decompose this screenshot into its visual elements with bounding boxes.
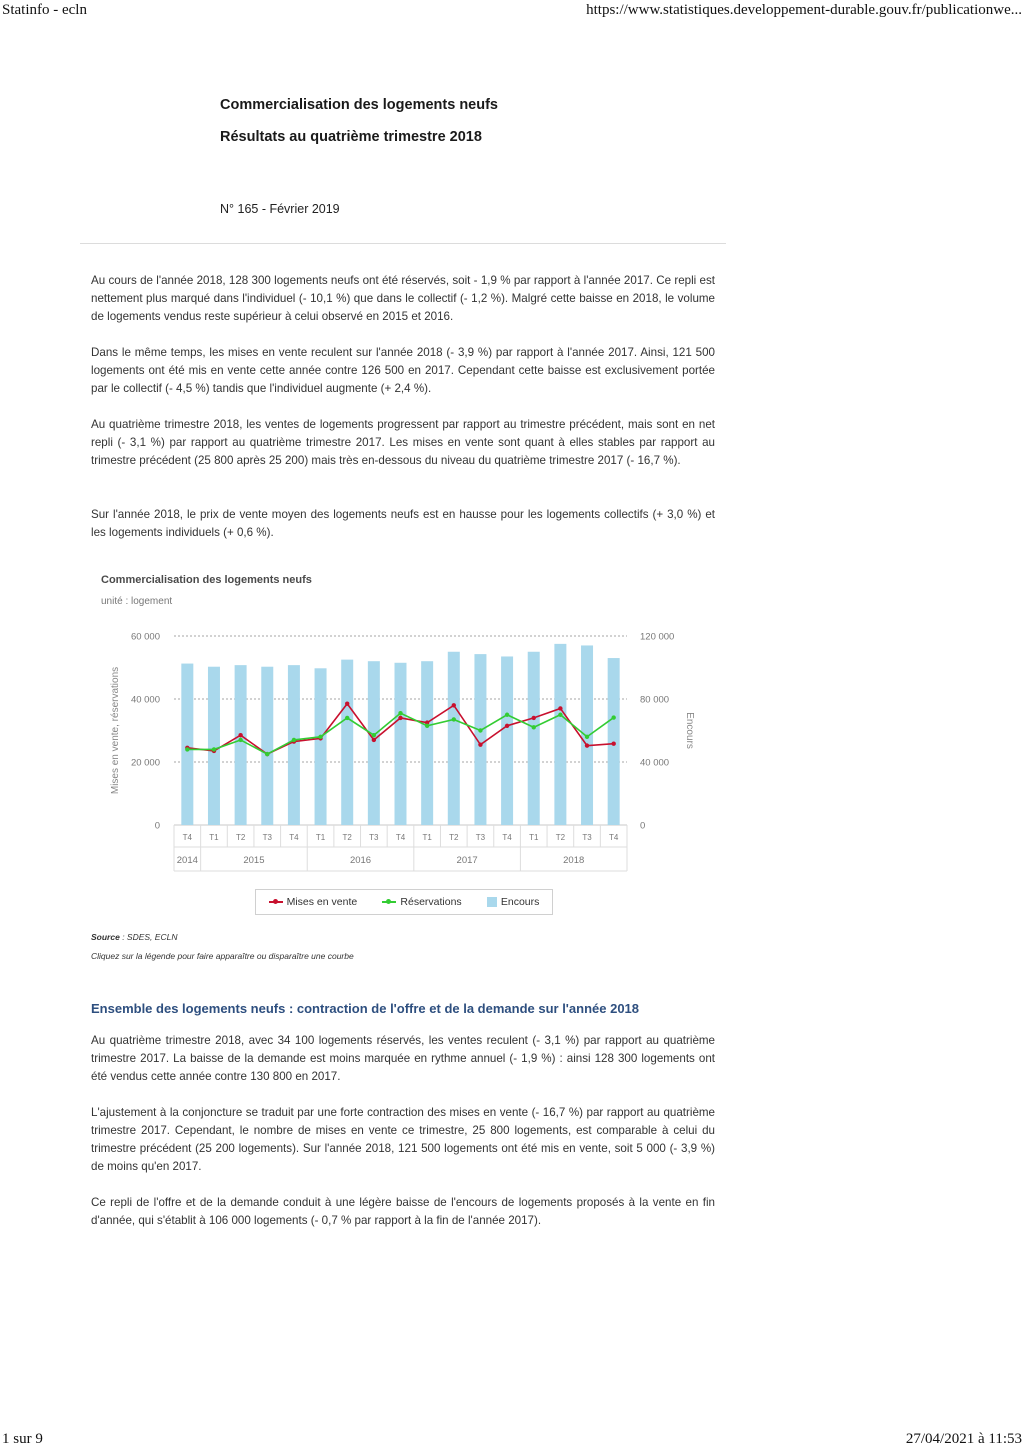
x-tick-label: T2 — [235, 833, 246, 842]
point-reservations — [532, 725, 536, 729]
year-label: 2017 — [456, 855, 478, 866]
paragraph: Au quatrième trimestre 2018, avec 34 100 logements réservés, les ventes reculent (- 3,1 %) par rapport au quatrième trimestre 2017. La baisse de la demande est moins marquée en rythme annuel (- 1,9 %) : ainsi 128 300 logements ont été vendus cette année contre 130 800 en 2017. — [91, 1034, 715, 1083]
x-tick-label: T1 — [529, 833, 539, 842]
bar-encours — [315, 668, 327, 825]
point-reservations — [425, 724, 429, 728]
x-tick-label: T4 — [289, 833, 299, 842]
y-tick-label: 60 000 — [130, 631, 160, 643]
x-tick-label: T2 — [555, 833, 566, 842]
point-mises-en-vente — [558, 706, 562, 710]
legend-item-encours[interactable] — [487, 896, 540, 908]
point-mises-en-vente — [452, 703, 456, 707]
y-tick-label: 40 000 — [130, 694, 160, 706]
bar-encours — [181, 664, 193, 825]
bar-encours — [261, 667, 273, 825]
point-mises-en-vente — [238, 733, 242, 737]
bar-swatch-icon — [487, 897, 497, 907]
point-reservations — [185, 747, 189, 751]
bar-encours — [368, 661, 380, 825]
point-reservations — [212, 747, 216, 751]
x-tick-label: T3 — [582, 833, 592, 842]
print-footer-date: 27/04/2021 à 11:53 — [905, 1431, 1022, 1447]
y2-tick-label: 0 — [640, 820, 646, 832]
point-reservations — [345, 716, 349, 720]
point-reservations — [238, 738, 242, 742]
x-tick-label: T4 — [502, 833, 512, 842]
x-tick-label: T1 — [209, 833, 219, 842]
source-text: : SDES, ECLN — [119, 932, 178, 942]
point-reservations — [318, 735, 322, 739]
legend-item-reservations[interactable] — [382, 896, 461, 908]
y2-tick-label: 80 000 — [640, 694, 670, 706]
bar-encours — [288, 665, 300, 825]
point-reservations — [372, 733, 376, 737]
chart-legend — [255, 889, 553, 915]
x-tick-label: T1 — [422, 833, 432, 842]
bar-encours — [608, 658, 620, 825]
x-tick-label: T3 — [369, 833, 379, 842]
bar-encours — [554, 644, 566, 825]
point-reservations — [478, 728, 482, 732]
green-line-marker-icon — [382, 901, 396, 903]
bar-encours — [421, 661, 433, 825]
bar-encours — [528, 652, 540, 825]
paragraph: Au cours de l'année 2018, 128 300 logements neufs ont été réservés, soit - 1,9 % par rapport à l'année 2017. Ce repli est nettement plus marqué dans l'individuel (- 10,1 %) que dans le collectif (- 1,2 %). Malgré cette baisse en 2018, le volume de logements vendus reste supérieur à celui observé en 2015 et 2016. — [91, 274, 715, 323]
y2-tick-label: 120 000 — [640, 631, 675, 643]
chart-source — [91, 932, 177, 942]
point-mises-en-vente — [478, 742, 482, 746]
legend-item-mises-en-vente[interactable] — [269, 896, 358, 908]
paragraph: L'ajustement à la conjoncture se traduit par une forte contraction des mises en vente (- 16,7 %) par rapport au quatrième trimestre 2017. Cependant, le nombre de mises en vente ce trimestre, 25 800 logements, est comparable à celui du trimestre précédent (25 200 logements). Sur l'année 2018, 121 500 logements ont été mis en vente, soit 5 000 (- 3,9 %) de moins qu'en 2017. — [91, 1106, 715, 1173]
x-tick-label: T4 — [182, 833, 192, 842]
y-axis-title: Mises en vente, réservations — [110, 666, 121, 795]
x-tick-label: T2 — [449, 833, 459, 842]
document-title-block — [220, 96, 498, 146]
point-reservations — [265, 752, 269, 756]
point-reservations — [611, 715, 615, 719]
y-tick-label: 20 000 — [130, 757, 160, 769]
x-tick-label: T4 — [395, 833, 406, 842]
bar-encours — [341, 660, 353, 825]
legend-label: Mises en vente — [286, 896, 358, 908]
point-mises-en-vente — [585, 743, 589, 747]
bar-encours — [235, 665, 247, 825]
chart-hint: Cliquez sur la légende pour faire apparaître ou disparaître une courbe — [91, 951, 354, 961]
document-title: Commercialisation des logements neufs — [220, 97, 498, 113]
y2-tick-label: 40 000 — [640, 757, 670, 769]
bar-encours — [501, 656, 513, 825]
paragraph: Dans le même temps, les mises en vente reculent sur l'année 2018 (- 3,9 %) par rapport à l'année 2017. Ainsi, 121 500 logements ont été mis en vente cette année contre 126 500 en 2017. Cependant cette baisse est exclusivement portée par le collectif (- 4,5 %) tandis que l'individuel augmente (+ 2,4 %). — [91, 346, 715, 395]
paragraph: Au quatrième trimestre 2018, les ventes de logements progressent par rapport au trimestre précédent, mais sont en net repli (- 3,1 %) par rapport au quatrième trimestre 2017. Les mises en vente sont quant à elles stables par rapport au trimestre précédent (25 800 après 25 200) mais très en-dessous du niveau du quatrième trimestre 2017 (- 16,7 %). — [91, 418, 715, 467]
red-line-marker-icon — [269, 901, 283, 903]
document-number: N° 165 - Février 2019 — [220, 202, 340, 216]
x-tick-label: T3 — [475, 833, 486, 842]
source-label: Source — [91, 932, 120, 942]
x-tick-label: T2 — [342, 833, 352, 842]
section-heading: Ensemble des logements neufs : contraction de l'offre et de la demande sur l'année 2018 — [91, 1001, 640, 1016]
point-mises-en-vente — [372, 738, 376, 742]
print-header-title: Statinfo - ecln — [2, 2, 87, 18]
print-header-url: https://www.statistiques.developpement-durable.gouv.fr/publicationwe... — [586, 2, 1022, 18]
point-mises-en-vente — [611, 742, 615, 746]
legend-label: Encours — [500, 896, 540, 908]
x-tick-label: T1 — [315, 833, 326, 842]
x-tick-label: T3 — [262, 833, 272, 842]
bar-encours — [448, 652, 460, 825]
y2-axis-title: Encours — [684, 712, 695, 749]
document-subtitle: Résultats au quatrième trimestre 2018 — [220, 129, 482, 145]
point-reservations — [398, 711, 402, 715]
year-label: 2014 — [176, 855, 198, 866]
point-mises-en-vente — [398, 716, 402, 720]
point-reservations — [585, 735, 589, 739]
year-label: 2015 — [243, 855, 265, 866]
print-footer-page: 1 sur 9 — [2, 1431, 43, 1447]
bar-encours — [395, 663, 407, 825]
separator — [80, 243, 726, 244]
chart — [95, 620, 715, 880]
paragraph: Sur l'année 2018, le prix de vente moyen des logements neufs est en hausse pour les logements collectifs (+ 3,0 %) et les logements individuels (+ 0,6 %). — [91, 508, 715, 539]
point-reservations — [558, 713, 562, 717]
y-tick-label: 0 — [154, 820, 160, 832]
point-reservations — [505, 713, 509, 717]
year-label: 2016 — [349, 855, 372, 866]
point-mises-en-vente — [345, 702, 349, 706]
x-tick-label: T4 — [609, 833, 619, 842]
point-reservations — [452, 717, 456, 721]
point-reservations — [292, 738, 296, 742]
year-label: 2018 — [563, 855, 585, 866]
chart-unit: unité : logement — [101, 596, 173, 607]
paragraph: Ce repli de l'offre et de la demande conduit à une légère baisse de l'encours de logements proposés à la vente en fin d'année, qui s'établit à 106 000 logements (- 0,7 % par rapport à la fin de l'année 2017). — [91, 1196, 715, 1227]
chart-title: Commercialisation des logements neufs — [101, 574, 312, 586]
legend-label: Réservations — [400, 896, 462, 908]
point-mises-en-vente — [532, 716, 536, 720]
point-mises-en-vente — [505, 724, 509, 728]
bar-encours — [208, 667, 220, 825]
